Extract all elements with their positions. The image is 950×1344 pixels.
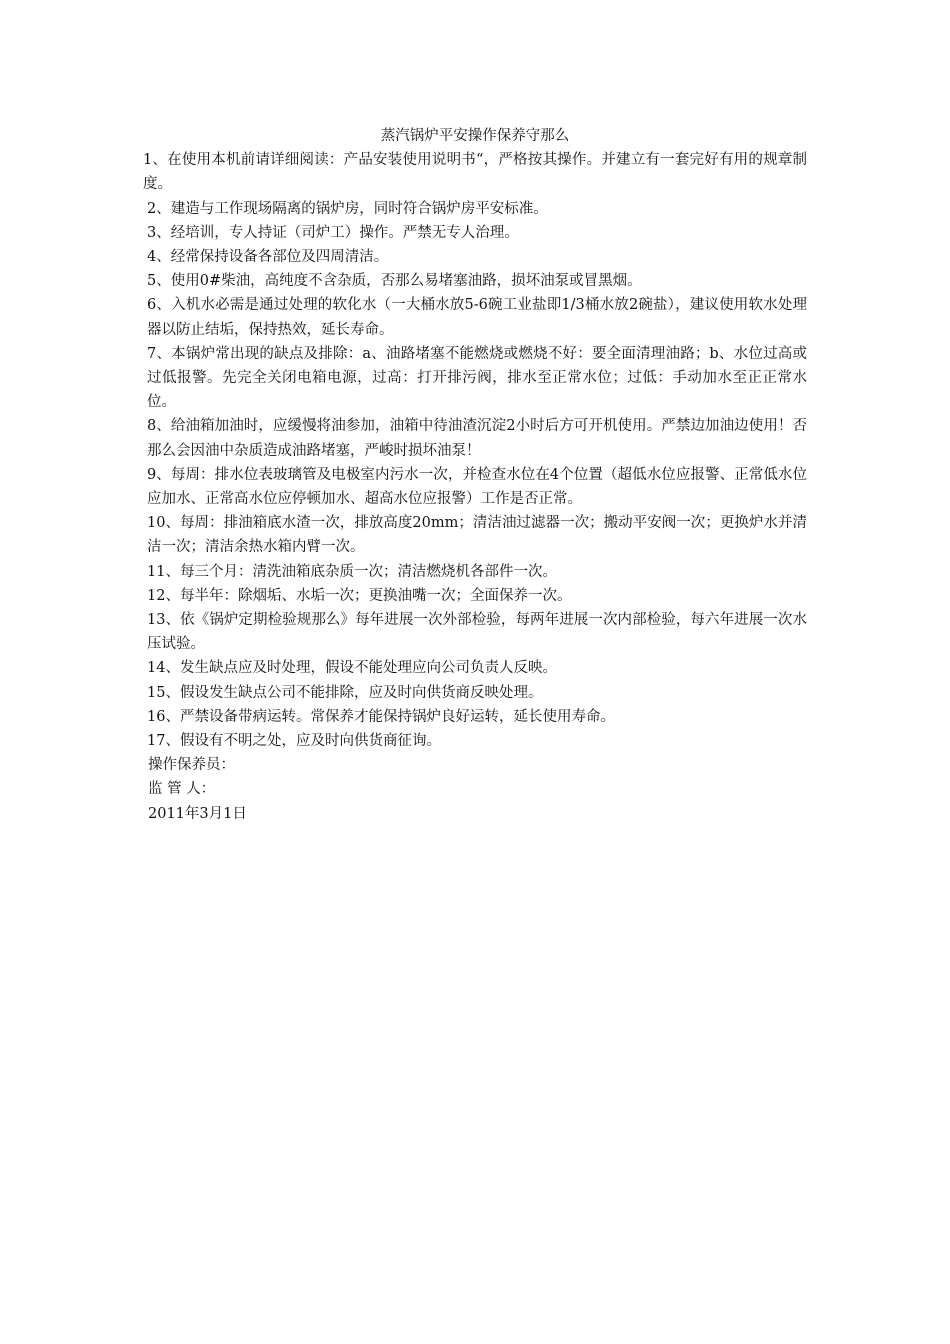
rule-item: 15、假设发生缺点公司不能排除，应及时向供货商反映处理。: [147, 684, 543, 701]
rule-item: 5、使用0#柴油，高纯度不含杂质，否那么易堵塞油路，损坏油泵或冒黑烟。: [147, 273, 642, 290]
rule-item: 12、每半年：除烟垢、水垢一次；更换油嘴一次；全面保养一次。: [147, 587, 572, 604]
document-date: 2011年3月1日: [148, 805, 247, 822]
rule-item: 11、每三个月：清洗油箱底杂质一次；清洁燃烧机各部件一次。: [147, 563, 557, 580]
rule-item: 17、假设有不明之处，应及时向供货商征询。: [147, 733, 441, 750]
rule-item: 13、依《锅炉定期检验规那么》每年进展一次外部检验，每两年进展一次内部检验，每六年进展一次水压试验。: [147, 612, 807, 653]
rule-item: 9、每周：排水位表玻璃管及电极室内污水一次，并检查水位在4个位置（超低水位应报警、正常低水位应加水、正常高水位应停顿加水、超高水位应报警）工作是否正常。: [147, 466, 807, 508]
rule-item: 10、每周：排油箱底水渣一次，排放高度20mm；清洁油过滤器一次；搬动平安阀一次；更换炉水并清洁一次；清洁余热水箱内臂一次。: [147, 515, 807, 556]
operator-signature-label: 操作保养员：: [148, 757, 235, 774]
rule-item: 2、建造与工作现场隔离的锅炉房，同时符合锅炉房平安标准。: [147, 200, 548, 217]
rule-item: 6、入机水必需是通过处理的软化水（一大桶水放5-6碗工业盐即1/3桶水放2碗盐），建议使用软水处理器以防止结垢，保持热效，延长寿命。: [147, 297, 807, 338]
supervisor-signature-label: 监 管 人：: [148, 781, 216, 798]
rule-item: 7、本锅炉常出现的缺点及排除：a、油路堵塞不能燃烧或燃烧不好：要全面清理油路；b、水位过高或过低报警。先完全关闭电箱电源，过高：打开排污阀，排水至正常水位；过低：手动加水至正正常水位。: [147, 345, 807, 411]
rule-item: 16、严禁设备带病运转。常保养才能保持锅炉良好运转，延长使用寿命。: [147, 708, 615, 725]
document-body: [143, 124, 807, 826]
document-title: 蒸汽锅炉平安操作保养守那么: [380, 128, 570, 144]
rule-item: 14、发生缺点应及时处理，假设不能处理应向公司负责人反映。: [147, 660, 557, 677]
rule-item: 4、经常保持设备各部位及四周清洁。: [147, 249, 389, 266]
rule-item: 8、给油箱加油时，应缓慢将油参加，油箱中待油渣沉淀2小时后方可开机使用。严禁边加油边使用！否那么会因油中杂质造成油路堵塞，严峻时损坏油泵！: [147, 418, 807, 459]
rule-item: 1、在使用本机前请详细阅读：产品安装使用说明书“，严格按其操作。并建立有一套完好有用的规章制度。: [143, 152, 807, 193]
rule-item: 3、经培训，专人持证（司炉工）操作。严禁无专人治理。: [147, 224, 519, 241]
